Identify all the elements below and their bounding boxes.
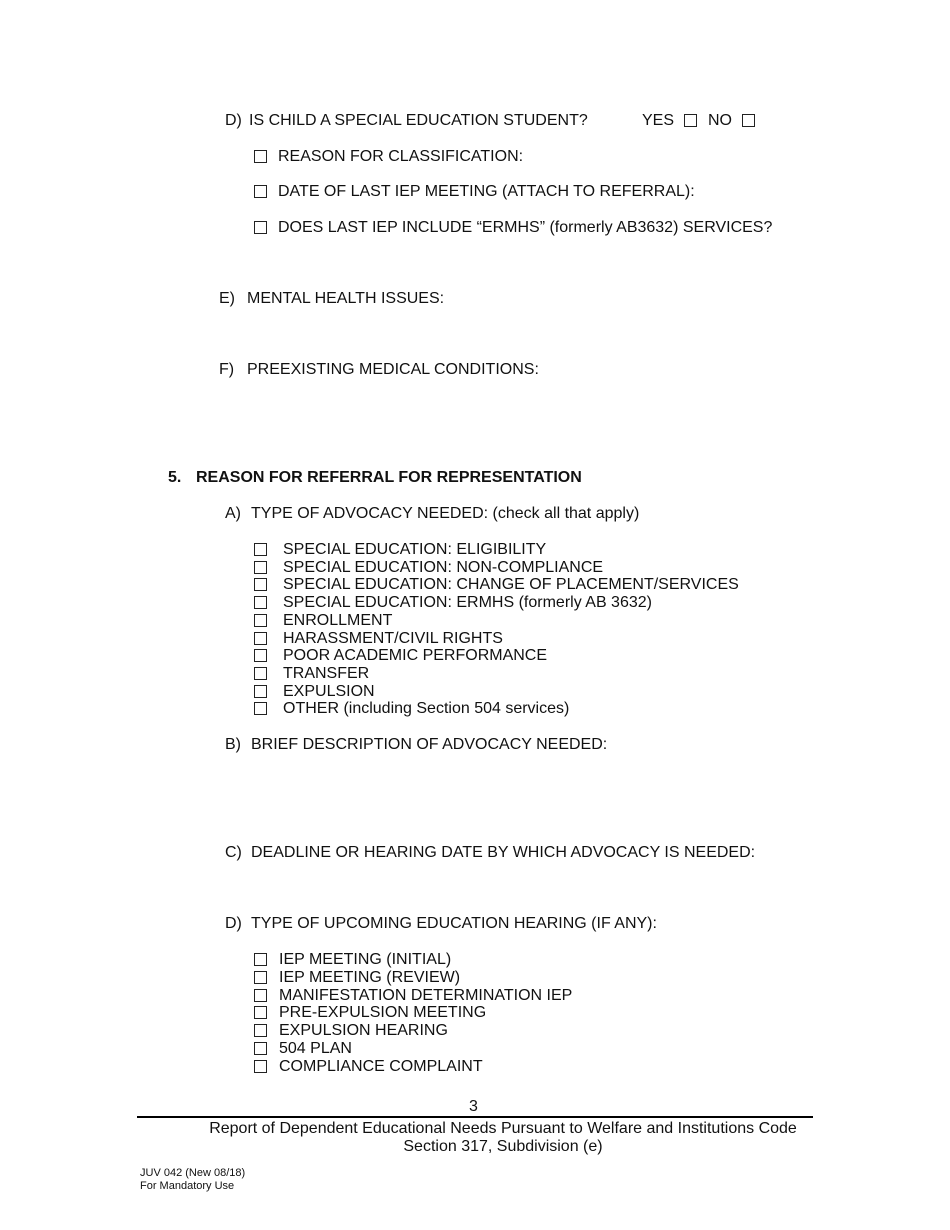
section-5-title: REASON FOR REFERRAL FOR REPRESENTATION (196, 469, 582, 486)
option-checkbox[interactable] (254, 1060, 267, 1073)
item-d-letter: D) (225, 112, 242, 129)
option-checkbox[interactable] (254, 953, 267, 966)
option-label: HARASSMENT/CIVIL RIGHTS (283, 629, 503, 647)
option-checkbox[interactable] (254, 1006, 267, 1019)
option-checkbox[interactable] (254, 685, 267, 698)
option-label: SPECIAL EDUCATION: ERMHS (formerly AB 3632) (283, 594, 652, 612)
option-label: MANIFESTATION DETERMINATION IEP (279, 986, 573, 1004)
option-checkbox[interactable] (254, 667, 267, 680)
footer-title-line2: Section 317, Subdivision (e) (403, 1138, 603, 1155)
footer-title-line1: Report of Dependent Educational Needs Pursuant to Welfare and Institutions Code (209, 1120, 797, 1137)
mental-health-label: MENTAL HEALTH ISSUES: (247, 290, 445, 307)
option-checkbox[interactable] (254, 561, 267, 574)
yes-checkbox[interactable] (684, 114, 697, 127)
classification-checkbox[interactable] (254, 150, 267, 163)
option-checkbox[interactable] (254, 989, 267, 1002)
no-label: NO (708, 112, 732, 129)
option-label: SPECIAL EDUCATION: NON-COMPLIANCE (283, 558, 604, 576)
special-education-question: IS CHILD A SPECIAL EDUCATION STUDENT? (249, 112, 588, 129)
item-a-letter: A) (225, 505, 241, 522)
no-checkbox[interactable] (742, 114, 755, 127)
ermhs-label: DOES LAST IEP INCLUDE “ERMHS” (formerly AB3632) SERVICES? (278, 219, 773, 236)
page-number: 3 (469, 1098, 478, 1115)
option-label: PRE-EXPULSION MEETING (279, 1004, 487, 1022)
item-b-letter: B) (225, 736, 241, 753)
option-label: ENROLLMENT (283, 611, 393, 629)
option-checkbox[interactable] (254, 543, 267, 556)
option-label: EXPULSION (283, 682, 375, 700)
option-label: 504 PLAN (279, 1040, 352, 1057)
item-c-letter: C) (225, 844, 242, 861)
medical-conditions-label: PREEXISTING MEDICAL CONDITIONS: (247, 361, 539, 378)
last-iep-date-checkbox[interactable] (254, 185, 267, 198)
option-label: EXPULSION HEARING (279, 1022, 448, 1040)
option-checkbox[interactable] (254, 614, 267, 627)
option-checkbox[interactable] (254, 649, 267, 662)
item-f-letter: F) (219, 361, 235, 378)
option-checkbox[interactable] (254, 1042, 267, 1055)
deadline-label: DEADLINE OR HEARING DATE BY WHICH ADVOCACY IS NEEDED: (251, 844, 756, 861)
option-label: IEP MEETING (REVIEW) (279, 968, 461, 986)
option-checkbox[interactable] (254, 1024, 267, 1037)
section-5-number: 5. (168, 469, 182, 486)
advocacy-type-label: TYPE OF ADVOCACY NEEDED: (check all that apply) (251, 505, 640, 522)
option-label: COMPLIANCE COMPLAINT (279, 1057, 483, 1075)
option-checkbox[interactable] (254, 632, 267, 645)
form-use: For Mandatory Use (140, 1180, 235, 1192)
option-checkbox[interactable] (254, 578, 267, 591)
last-iep-date-label: DATE OF LAST IEP MEETING (ATTACH TO REFERRAL): (278, 183, 695, 200)
footer-divider (137, 1116, 813, 1118)
item-d5-letter: D) (225, 915, 242, 932)
hearing-type-label: TYPE OF UPCOMING EDUCATION HEARING (IF ANY): (251, 915, 657, 932)
option-label: TRANSFER (283, 664, 370, 682)
option-label: IEP MEETING (INITIAL) (279, 951, 452, 968)
form-id: JUV 042 (New 08/18) (140, 1167, 246, 1179)
classification-label: REASON FOR CLASSIFICATION: (278, 148, 524, 165)
advocacy-description-label: BRIEF DESCRIPTION OF ADVOCACY NEEDED: (251, 736, 608, 753)
option-checkbox[interactable] (254, 971, 267, 984)
option-label: OTHER (including Section 504 services) (283, 700, 570, 718)
option-checkbox[interactable] (254, 702, 267, 715)
item-e-letter: E) (219, 290, 235, 307)
yes-label: YES (642, 112, 675, 129)
option-label: POOR ACADEMIC PERFORMANCE (283, 647, 548, 665)
option-label: SPECIAL EDUCATION: ELIGIBILITY (283, 541, 547, 558)
ermhs-checkbox[interactable] (254, 221, 267, 234)
option-label: SPECIAL EDUCATION: CHANGE OF PLACEMENT/SERVICES (283, 576, 739, 594)
option-checkbox[interactable] (254, 596, 267, 609)
